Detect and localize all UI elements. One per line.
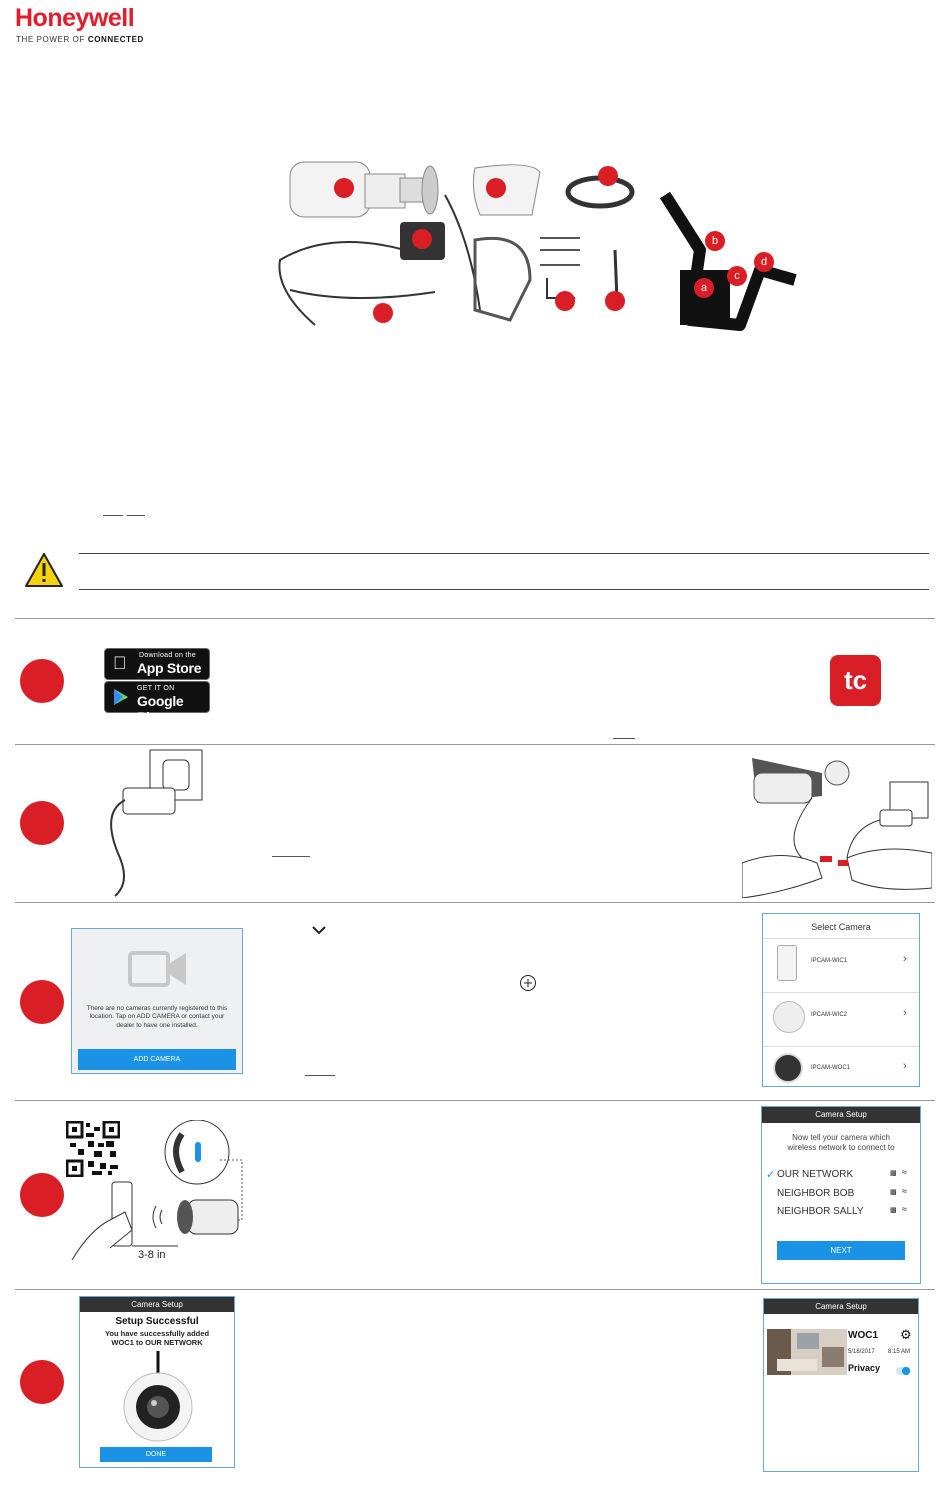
wifi-select-screen	[761, 1106, 921, 1284]
google-play-big-text: Google Play	[137, 693, 184, 725]
step-2-marker	[20, 801, 64, 845]
apple-icon	[113, 653, 127, 674]
divider	[79, 589, 929, 590]
chevron-down-icon	[311, 924, 327, 936]
link-underline	[127, 515, 145, 516]
scan-distance-label: 3-8 in	[138, 1249, 166, 1261]
add-circle-icon	[519, 974, 537, 992]
honeywell-logo: Honeywell	[15, 4, 135, 32]
app-store-big-text: App Store	[137, 660, 202, 676]
phone-scan-illustration	[70, 1120, 250, 1260]
network-name: NEIGHBOR BOB	[777, 1188, 855, 1199]
step-3-marker	[20, 980, 64, 1024]
wifi-prompt: Now tell your camera which wireless network to connect to	[787, 1133, 895, 1153]
camera-snapshot[interactable]	[767, 1329, 847, 1375]
no-cameras-screen	[71, 928, 243, 1074]
wifi-icon: ≈	[902, 1186, 907, 1196]
camera-row-2[interactable]	[763, 993, 919, 1046]
step-4-marker	[20, 1173, 64, 1217]
video-camera-icon	[128, 949, 188, 989]
network-row-3[interactable]	[762, 1204, 920, 1222]
divider	[15, 1289, 935, 1290]
camera-name: IPCAM-WOC1	[811, 1065, 850, 1071]
link-underline	[272, 856, 310, 857]
lock-icon: ▩	[890, 1207, 897, 1214]
screen-header: Camera Setup	[764, 1299, 918, 1314]
wifi-icon: ≈	[902, 1167, 907, 1177]
camera-name-label: WOC1	[848, 1330, 878, 1341]
chevron-right-icon: ›	[903, 953, 907, 965]
wic2-thumbnail	[773, 1001, 805, 1033]
divider	[15, 1100, 935, 1101]
next-button[interactable]: NEXT	[777, 1241, 905, 1260]
lock-icon: ▩	[890, 1170, 897, 1177]
success-line-1: You have successfully added	[104, 1329, 210, 1338]
camera-photo	[120, 1349, 196, 1445]
privacy-label: Privacy	[848, 1363, 881, 1373]
brand-tagline: THE POWER OF CONNECTED	[16, 35, 144, 44]
select-camera-title: Select Camera	[811, 922, 871, 932]
success-title: Setup Successful	[115, 1316, 199, 1327]
empty-state-message: There are no cameras currently registered to this location. Tap on ADD CAMERA or contact your dealer to have one installed.	[86, 1005, 228, 1029]
divider	[15, 618, 935, 619]
callout-a: a	[694, 278, 714, 298]
chevron-right-icon: ›	[903, 1060, 907, 1072]
link-underline	[305, 1075, 335, 1076]
screen-header: Camera Setup	[80, 1297, 234, 1312]
success-line-2: WOC1 to OUR NETWORK	[111, 1338, 203, 1347]
divider	[15, 744, 935, 745]
camera-row-3[interactable]	[763, 1047, 919, 1085]
app-store-badge[interactable]	[104, 648, 210, 680]
chevron-right-icon: ›	[903, 1007, 907, 1019]
done-button[interactable]: DONE	[100, 1447, 212, 1462]
network-row-1[interactable]	[762, 1167, 920, 1185]
network-name: NEIGHBOR SALLY	[777, 1206, 864, 1217]
snapshot-time: 8:15 AM	[888, 1349, 911, 1355]
camera-name: IPCAM-WIC2	[811, 1012, 847, 1018]
app-store-small-text: Download on the	[139, 652, 197, 659]
snapshot-date: 5/18/2017	[848, 1349, 875, 1355]
woc1-thumbnail	[773, 1053, 803, 1083]
privacy-toggle[interactable]	[896, 1367, 911, 1375]
step-1-marker	[20, 659, 64, 703]
google-play-icon	[113, 688, 129, 706]
divider	[15, 902, 935, 903]
select-camera-screen	[762, 913, 920, 1087]
link-underline	[613, 738, 635, 739]
gear-icon[interactable]: ⚙	[900, 1327, 912, 1342]
callout-b: b	[705, 231, 725, 251]
network-row-2[interactable]	[762, 1186, 920, 1204]
camera-row-1[interactable]	[763, 939, 919, 992]
wifi-icon: ≈	[902, 1204, 907, 1214]
lock-icon: ▩	[890, 1189, 897, 1196]
wic1-thumbnail	[777, 945, 797, 981]
camera-power-connection-illustration	[742, 748, 932, 898]
link-underline	[103, 515, 123, 516]
toggle-knob	[902, 1367, 910, 1375]
outlet-adapter-illustration	[105, 748, 205, 898]
camera-live-screen	[763, 1298, 919, 1472]
google-play-badge[interactable]	[104, 681, 210, 725]
kit-contents-illustration	[270, 150, 810, 335]
screen-header: Camera Setup	[762, 1107, 920, 1123]
checkmark-icon: ✓	[766, 1169, 776, 1181]
add-camera-button[interactable]: ADD CAMERA	[78, 1049, 236, 1070]
google-play-small-text: GET IT ON	[137, 685, 175, 692]
step-5-marker	[20, 1360, 64, 1404]
divider	[79, 553, 929, 554]
total-connect-app-icon: tc	[830, 655, 881, 706]
warning-icon	[24, 552, 64, 588]
callout-c: c	[727, 266, 747, 286]
network-name: OUR NETWORK	[777, 1169, 854, 1180]
callout-d: d	[754, 252, 774, 272]
camera-name: IPCAM-WIC1	[811, 958, 847, 964]
setup-success-screen	[79, 1296, 235, 1468]
